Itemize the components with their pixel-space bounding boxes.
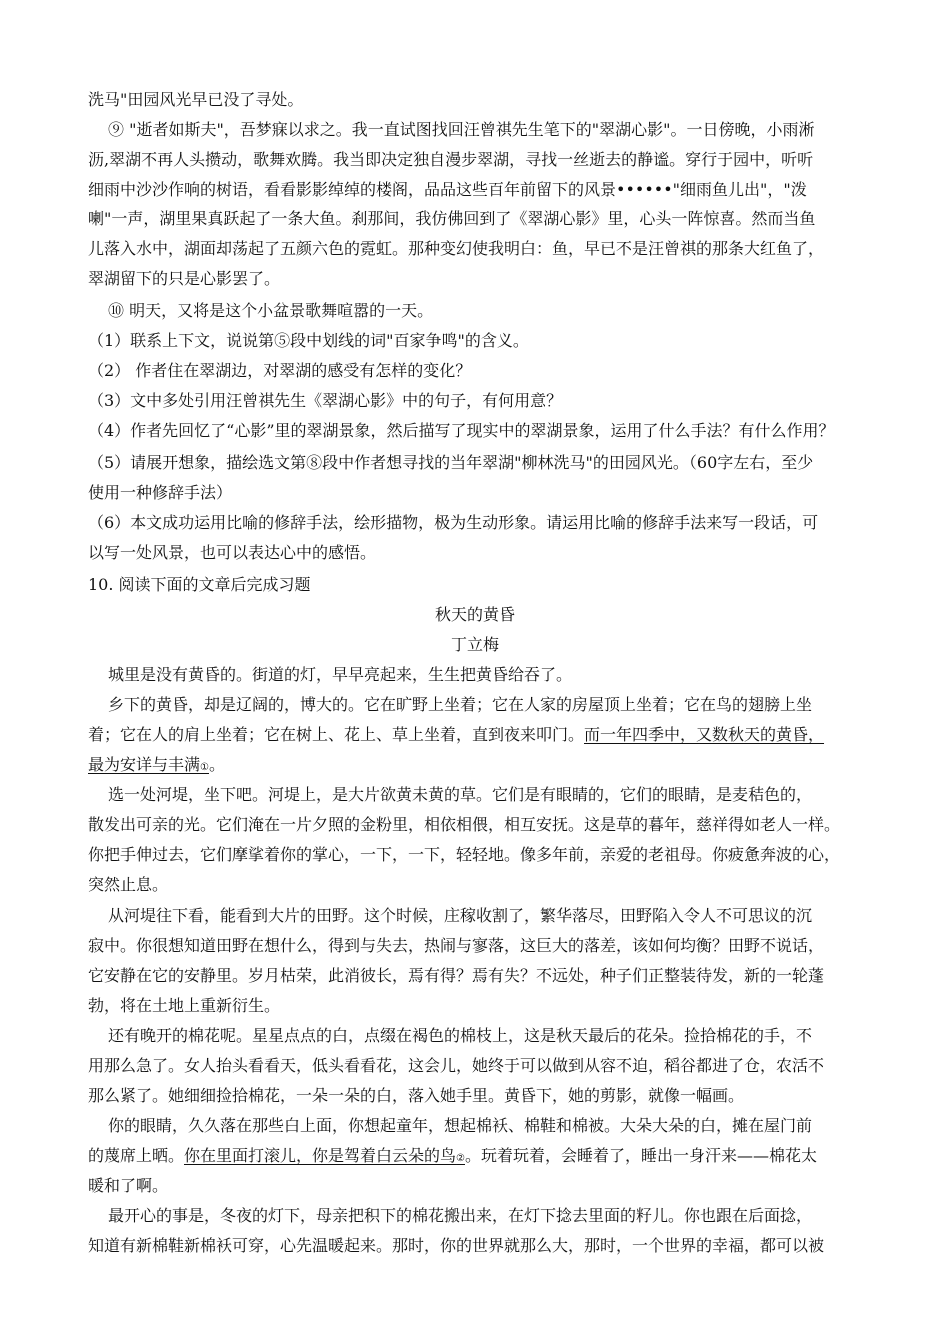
text-line: 最开心的事是，冬夜的灯下，母亲把积下的棉花搬出来，在灯下捻去里面的籽儿。你也跟在后面捻， xyxy=(108,1206,813,1225)
text-line: 城里是没有黄昏的。街道的灯，早早亮起来，生生把黄昏给吞了。 xyxy=(108,665,573,684)
marker-1: ① xyxy=(200,762,209,773)
text-line: 从河堤往下看，能看到大片的田野。这个时候，庄稼收割了，繁华落尽，田野陷入令人不可思议的沉 xyxy=(108,906,813,925)
underlined-sentence-1: 而一年四季中，又数秋天的黄昏， xyxy=(584,725,825,744)
text-line: 寂中。你很想知道田野在想什么，得到与失去，热闹与寥落，这巨大的落差，该如何均衡？田野不说话， xyxy=(88,936,825,955)
text-line: 它安静在它的安静里。岁月枯荣，此消彼长，焉有得？焉有失？不远处，种子们正整装待发，新的一轮蓬 xyxy=(88,966,825,985)
text-line: 突然止息。 xyxy=(88,875,169,894)
text-line xyxy=(88,722,888,748)
text-line: 以写一处风景，也可以表达心中的感悟。 xyxy=(88,543,377,562)
article-title: 秋天的黄昏 xyxy=(434,605,515,624)
text-line: 散发出可亲的光。它们淹在一片夕照的金粉里，相依相偎，相互安抚。这是草的暮年，慈祥得如老人一样。 xyxy=(88,815,841,834)
text-line: 用那么急了。女人抬头看看天，低头看看花，这会儿，她终于可以做到从容不迫，稻谷都进了仓，农活不 xyxy=(88,1056,825,1075)
text-line: 那么紧了。她细细捡拾棉花，一朵一朵的白，落入她手里。黄昏下，她的剪影，就像一幅画。 xyxy=(88,1086,745,1105)
text-span: 着；它在人的肩上坐着；它在树上、花上、草上坐着，直到夜来叩门。 xyxy=(88,725,585,744)
paragraph-10: ⑩ 明天，又将是这个小盆景歌舞喧嚣的一天。 xyxy=(108,301,434,320)
text-line: 洗马"田园风光早已没了寻处。 xyxy=(88,90,304,109)
text-line: 你把手伸过去，它们摩挲着你的掌心，一下，一下，轻轻地。像多年前，亲爱的老祖母。你疲惫奔波的心， xyxy=(88,845,841,864)
article-author: 丁立梅 xyxy=(450,635,499,654)
text-line: 勃，将在土地上重新衍生。 xyxy=(88,996,281,1015)
underlined-sentence-2: 你在里面打滚儿，你是驾着白云朵的鸟 xyxy=(184,1146,457,1165)
question-1: （1）联系上下文，说说第⑤段中划线的词"百家争鸣"的含义。 xyxy=(88,331,529,350)
question-2: （2） 作者住在翠湖边，对翠湖的感受有怎样的变化？ xyxy=(88,361,472,380)
text-line xyxy=(88,752,888,778)
text-span: 的蔑席上晒。 xyxy=(88,1146,185,1165)
text-line: 细雨中沙沙作响的树语，看看影影绰绰的楼阁，品品这些百年前留下的风景••••••"细雨鱼儿出"，"泼 xyxy=(88,180,807,199)
underlined-sentence-1-cont: 最为安详与丰满 xyxy=(88,755,201,774)
text-line: 选一处河堤，坐下吧。河堤上，是大片欲黄未黄的草。它们是有眼睛的，它们的眼睛，是麦秸色的， xyxy=(108,785,813,804)
text-span: 。玩着玩着，会睡着了，睡出一身汗来——棉花太 xyxy=(465,1146,818,1165)
text-line: 知道有新棉鞋新棉袄可穿，心先温暖起来。那时，你的世界就那么大，那时，一个世界的幸福，都可以被 xyxy=(88,1236,825,1255)
text-span: 。 xyxy=(208,755,225,774)
text-line: 还有晚开的棉花呢。星星点点的白，点缀在褐色的棉枝上，这是秋天最后的花朵。捡拾棉花的手，不 xyxy=(108,1026,813,1045)
question-6: （6）本文成功运用比喻的修辞手法，绘形描物，极为生动形象。请运用比喻的修辞手法来写一段话，可 xyxy=(88,513,819,532)
text-line: 你的眼睛，久久落在那些白上面，你想起童年，想起棉袄、棉鞋和棉被。大朵大朵的白，摊在屋门前 xyxy=(108,1116,813,1135)
question-5: （5）请展开想象，描绘选文第⑧段中作者想寻找的当年翠湖"柳林洗马"的田园风光。（60字左右，至少 xyxy=(88,453,814,472)
question-10-heading: 10. 阅读下面的文章后完成习题 xyxy=(88,575,311,594)
question-4: （4）作者先回忆了“心影”里的翠湖景象，然后描写了现实中的翠湖景象，运用了什么手法？有什么作用？ xyxy=(88,421,835,440)
text-line: 儿落入水中，湖面却荡起了五颜六色的霓虹。那种变幻使我明白：鱼，早已不是汪曾祺的那条大红鱼了， xyxy=(88,239,825,258)
text-line xyxy=(88,1143,888,1169)
text-line: 乡下的黄昏，却是辽阔的，博大的。它在旷野上坐着；它在人家的房屋顶上坐着；它在鸟的翅膀上坐 xyxy=(108,695,813,714)
text-line: 使用一种修辞手法） xyxy=(88,483,233,502)
marker-2: ② xyxy=(456,1153,465,1164)
question-3: （3）文中多处引用汪曾祺先生《翠湖心影》中的句子，有何用意？ xyxy=(88,391,563,410)
paragraph-9: ⑨ "逝者如斯夫"，吾梦寐以求之。我一直试图找回汪曾祺先生笔下的"翠湖心影"。一日傍晚，小雨淅 xyxy=(108,120,815,139)
text-line: 翠湖留下的只是心影罢了。 xyxy=(88,269,281,288)
text-line: 暖和了啊。 xyxy=(88,1176,169,1195)
text-line: 沥,翠湖不再人头攒动，歌舞欢腾。我当即决定独自漫步翠湖，寻找一丝逝去的静谧。穿行于园中，听听 xyxy=(88,150,814,169)
text-line: 喇"一声，湖里果真跃起了一条大鱼。刹那间，我仿佛回到了《翠湖心影》里，心头一阵惊喜。然而当鱼 xyxy=(88,209,816,228)
